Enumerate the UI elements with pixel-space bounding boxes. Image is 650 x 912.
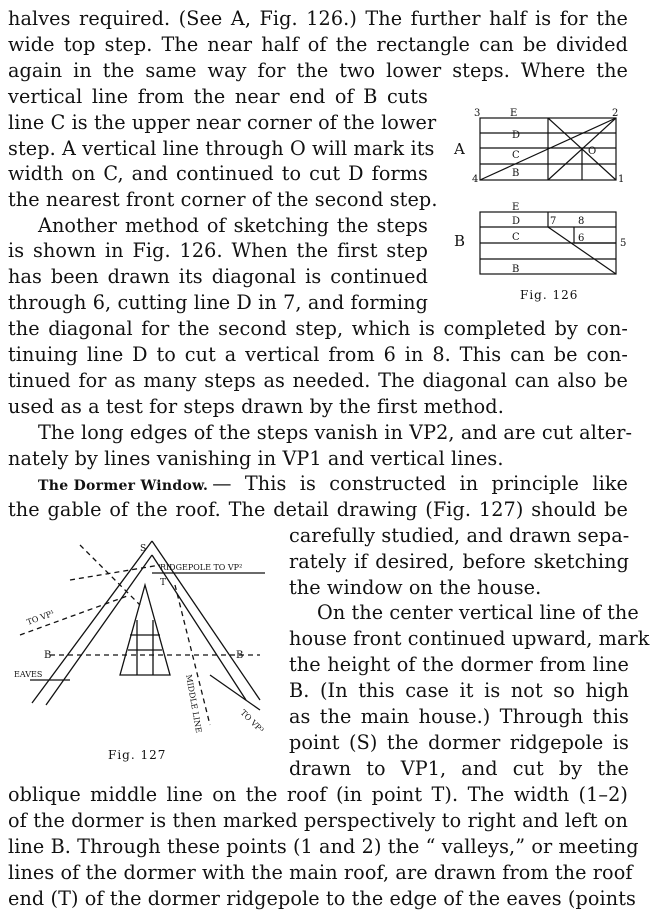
text-line: width on C, and continued to cut D forms [8,162,428,185]
fig126-label: D [512,130,521,141]
text-line: has been drawn its diagonal is continued [8,265,428,288]
fig127-label: B [236,650,244,661]
section-heading: The Dormer Window. [38,478,209,494]
text-line: lines of the dormer with the main roof, are drawn from the roof [8,861,633,884]
fig126-label-a: A [454,140,465,158]
fig127-label: MIDDLE LINE [184,673,204,734]
dormer-paragraph-start [38,471,628,499]
fig126-label: 4 [472,174,479,185]
text-line: of the dormer is then marked perspectively to right and left on [8,809,628,832]
text-line: vertical line from the near end of B cuts [8,85,428,108]
figure-caption: Fig. 127 [108,748,167,762]
text-line: is shown in Fig. 126. When the first step [8,239,428,262]
fig126-label: 8 [578,216,585,227]
text-line: end (T) of the dormer ridgepole to the edge of the eaves (points [8,887,636,910]
text-line: step. A vertical line through O will mark its [8,137,435,160]
text-line: B. (In this case it is not so high [289,679,629,702]
fig126-label: E [512,202,520,213]
text-line: through 6, cutting line D in 7, and forming [8,291,428,314]
fig127-label: TO VP³ [238,708,266,735]
text-line: as the main house.) Through this [289,705,629,728]
text-line: again in the same way for the two lower steps. Where the [8,59,628,82]
fig126-label: D [512,216,521,227]
text-line: point (S) the dormer ridgepole is [289,731,629,754]
fig126-label: 5 [620,238,627,249]
fig126-label: C [512,232,520,243]
text-line: line C is the upper near corner of the lower [8,111,437,134]
fig127-roof-line [152,555,246,700]
text-line: nately by lines vanishing in VP1 and vertical lines. [8,447,504,470]
text-line: Another method of sketching the steps [38,214,428,237]
text-line: halves required. (See A, Fig. 126.) The further half is for the [8,7,628,30]
text-line: tinuing line D to cut a vertical from 6 in 8. This can be con- [8,343,628,366]
fig127-roof-line [32,541,152,703]
text-line: used as a test for steps drawn by the first method. [8,395,504,418]
text-line: the diagonal for the second step, which is completed by con- [8,317,628,340]
fig127-label: T [160,578,167,588]
text-line: oblique middle line on the roof (in point T). The width (1–2) [8,783,628,806]
fig127-dormer-outline [120,585,170,675]
text-line: drawn to VP1, and cut by the [289,757,629,780]
fig126-label: E [510,108,518,119]
fig127-label: S [140,544,147,554]
fig127-construction-line [80,545,140,605]
fig127-roof-line [46,555,152,705]
text-line: the nearest front corner of the second step. [8,188,438,211]
fig127-eave-line [210,675,260,710]
fig127-label: RIDGEPOLE TO VP² [160,563,243,572]
text-line: the height of the dormer from line [289,653,629,676]
figure-caption: Fig. 126 [520,288,579,302]
fig127-label: B [44,650,52,661]
figure-127 [10,525,280,740]
fig127-label: TO VP¹ [25,608,56,627]
text-line: The long edges of the steps vanish in VP2, and are cut alter- [38,421,633,444]
fig126-label: B [512,264,520,275]
text-line: — This is constructed in principle like [212,472,628,495]
fig127-label: EAVES [14,670,43,679]
text-line: the gable of the roof. The detail drawing (Fig. 127) should be [8,498,628,521]
text-line: tinued for as many steps as needed. The diagonal can also be [8,369,628,392]
fig127-construction-line [70,565,160,580]
text-line: On the center vertical line of the [317,601,639,624]
fig126-label: 2 [612,108,619,119]
text-line: wide top step. The near half of the rectangle can be divided [8,33,628,56]
text-line: carefully studied, and drawn sepa- [289,524,630,547]
fig126-label: 1 [618,174,625,185]
text-line: the window on the house. [289,576,542,599]
text-line: line B. Through these points (1 and 2) the “ valleys,” or meeting [8,835,639,858]
fig126-label: C [512,150,520,161]
figure-126 [440,100,630,300]
text-line: rately if desired, before sketching [289,550,629,573]
fig126-label: 6 [578,233,585,244]
fig126-label: O [588,146,597,157]
text-line: house front continued upward, mark [289,627,650,650]
fig126-label-b: B [454,232,466,250]
fig126-label: 7 [550,216,557,227]
fig126-label: 3 [474,108,481,119]
fig126-label: B [512,168,520,179]
